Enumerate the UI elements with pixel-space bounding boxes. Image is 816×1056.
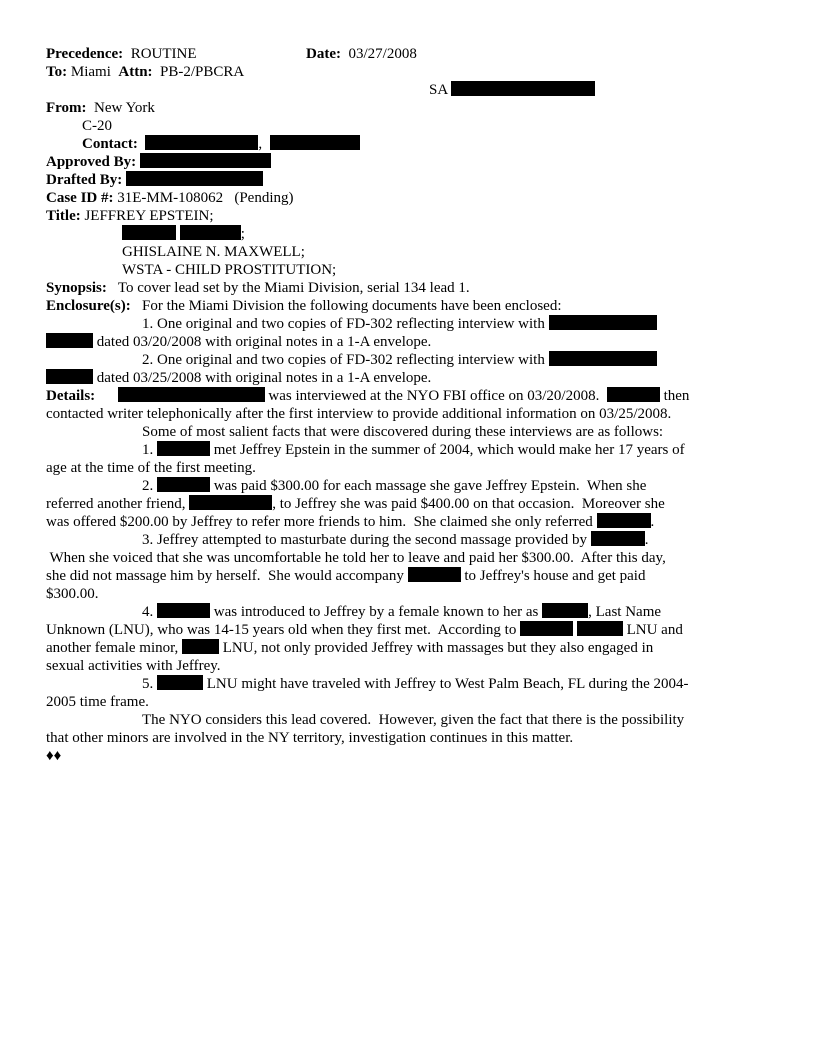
fact-2-cont-1: referred another friend, , to Jeffrey she was paid $400.00 on that occasion. Moreover she [46,496,665,512]
redaction-box [607,387,660,402]
fact-3-cont-3: $300.00. [46,586,99,602]
fact-3-cont-1: When she voiced that she was uncomfortable he told her to leave and paid her $300.00. After this day, [46,550,666,566]
enclosure-item-1: 1. One original and two copies of FD-302 reflecting interview with [142,315,657,333]
redaction-box [157,603,210,618]
title-redacted-line: ; [122,225,245,243]
redaction-box [46,333,93,348]
contact-line: Contact: , [82,135,360,153]
fact-5-cont: 2005 time frame. [46,694,149,710]
enclosure-item-1-cont: dated 03/20/2008 with original notes in a 1-A envelope. [46,333,431,351]
redaction-box [157,675,203,690]
redaction-box [549,351,657,366]
redaction-box [542,603,588,618]
from-line: From: New York [46,100,155,116]
squad-line: C-20 [82,118,112,134]
enclosure-item-2: 2. One original and two copies of FD-302 reflecting interview with [142,351,657,369]
fact-4-cont-1: Unknown (LNU), who was 14-15 years old when they first met. According to LNU and [46,622,683,638]
redaction-box [157,441,210,456]
sa-line: SA [429,81,595,99]
fact-4-cont-2: another female minor, LNU, not only provided Jeffrey with massages but they also engaged in [46,640,654,656]
fact-2-cont-2: was offered $200.00 by Jeffrey to refer more friends to him. She claimed she only referred . [46,514,655,530]
redaction-box [182,639,219,654]
date-line: Date: 03/27/2008 [306,46,417,62]
redaction-box [597,513,651,528]
case-id-line: Case ID #: 31E-MM-108062 (Pending) [46,190,294,206]
redaction-box [549,315,657,330]
fact-3: 3. Jeffrey attempted to masturbate during the second massage provided by . [142,532,649,548]
redaction-box [118,387,265,402]
details-line-1: Details: was interviewed at the NYO FBI office on 03/20/2008. then [46,388,690,404]
conclusion-line-2: that other minors are involved in the NY territory, investigation continues in this matter. [46,730,574,746]
redaction-box [126,171,263,186]
drafted-by-line: Drafted By: [46,171,263,189]
details-line-3: Some of most salient facts that were discovered during these interviews are as follows: [142,424,664,440]
redaction-box [189,495,272,510]
redaction-box [122,225,176,240]
approved-by-line: Approved By: [46,153,271,171]
title-line: Title: JEFFREY EPSTEIN; [46,208,214,224]
redaction-box [46,369,93,384]
end-mark: ♦♦ [46,748,62,764]
fact-4: 4. was introduced to Jeffrey by a female known to her as , Last Name [142,604,662,620]
precedence-line: Precedence: ROUTINE [46,46,197,62]
redaction-box [408,567,461,582]
redaction-box [140,153,271,168]
redaction-box [157,477,210,492]
redaction-box [591,531,645,546]
fact-3-cont-2: she did not massage him by herself. She would accompany to Jeffrey's house and get paid [46,568,646,584]
enclosure-item-2-cont: dated 03/25/2008 with original notes in a 1-A envelope. [46,369,431,387]
title-line-2: GHISLAINE N. MAXWELL; [122,244,305,260]
fact-1-cont: age at the time of the first meeting. [46,460,256,476]
redaction-box [520,621,573,636]
title-line-3: WSTA - CHILD PROSTITUTION; [122,262,337,278]
fact-4-cont-3: sexual activities with Jeffrey. [46,658,221,674]
conclusion-line-1: The NYO considers this lead covered. However, given the fact that there is the possibility [142,712,685,728]
redaction-box [577,621,623,636]
synopsis-line: Synopsis: To cover lead set by the Miami Division, serial 134 lead 1. [46,280,470,296]
redaction-box [270,135,360,150]
redaction-box [451,81,595,96]
details-line-2: contacted writer telephonically after the first interview to provide additional information on 03/25/2008. [46,406,672,422]
to-line: To: Miami Attn: PB-2/PBCRA [46,64,245,80]
enclosure-line: Enclosure(s): For the Miami Division the following documents have been enclosed: [46,298,562,314]
fact-1: 1. met Jeffrey Epstein in the summer of 2004, which would make her 17 years of [142,442,685,458]
fact-5: 5. LNU might have traveled with Jeffrey to West Palm Beach, FL during the 2004- [142,676,689,692]
fact-2: 2. was paid $300.00 for each massage she gave Jeffrey Epstein. When she [142,478,647,494]
redaction-box [145,135,258,150]
redaction-box [180,225,241,240]
